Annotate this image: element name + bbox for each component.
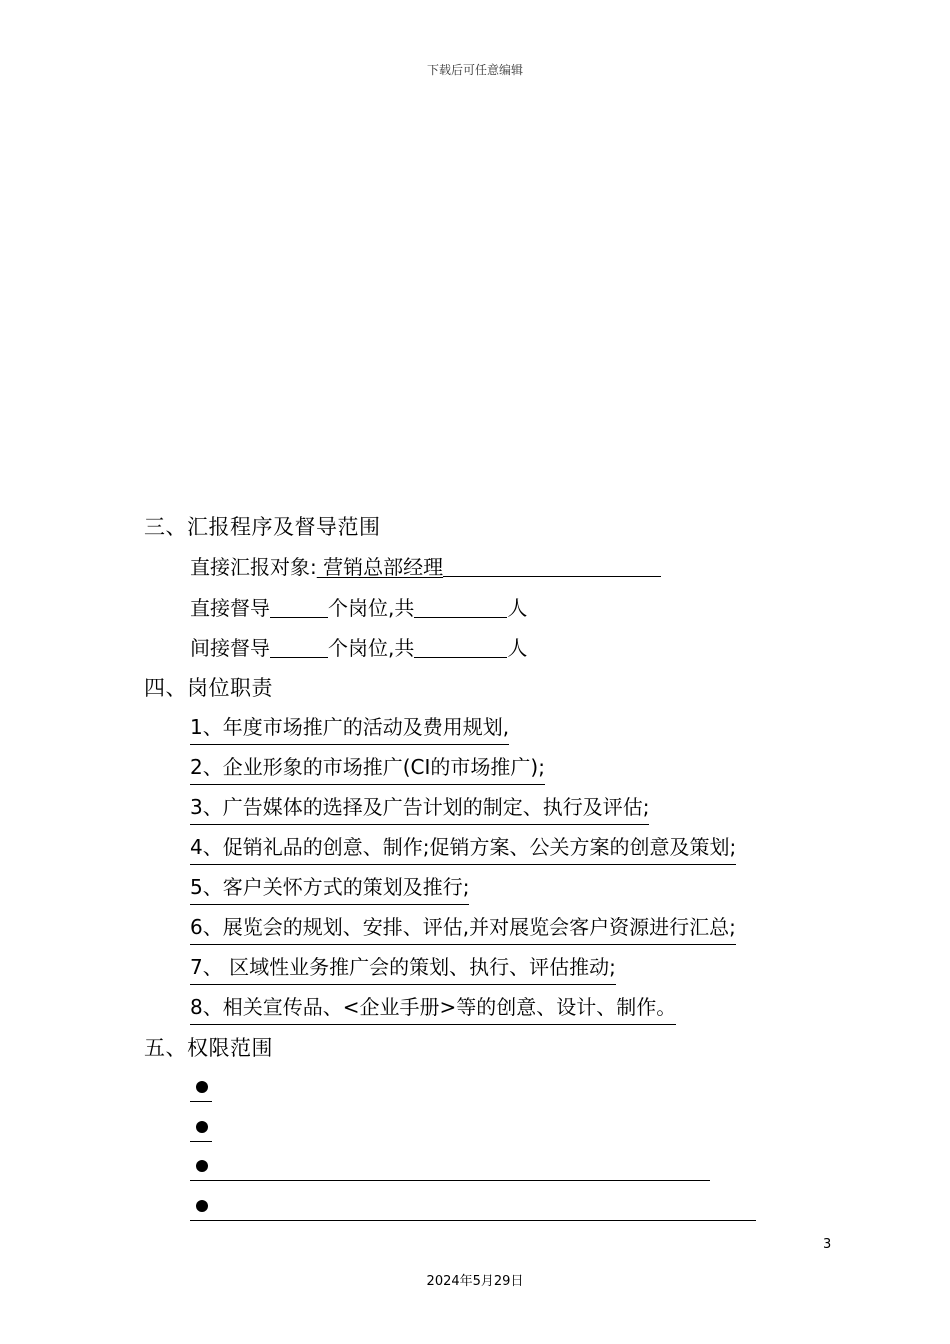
duty-item-6: 6、展览会的规划、安排、评估,并对展览会客户资源进行汇总;	[190, 913, 736, 945]
section-4-title: 四、岗位职责	[144, 676, 273, 700]
footer-date: 2024年5月29日	[426, 1274, 524, 1289]
authority-bullet-4	[190, 1194, 756, 1221]
bullet-dot-icon	[196, 1200, 208, 1212]
indirect-prefix: 间接督导	[190, 636, 270, 660]
direct-people-blank	[414, 595, 507, 618]
duty-item-4: 4、促销礼品的创意、制作;促销方案、公关方案的创意及策划;	[190, 833, 736, 865]
direct-supervision-line	[190, 594, 527, 622]
direct-suffix: 人	[507, 596, 528, 620]
duty-item-2: 2、企业形象的市场推广(CI的市场推广);	[190, 753, 545, 785]
authority-bullet-2	[190, 1115, 212, 1142]
indirect-supervision-line	[190, 634, 527, 662]
duty-item-5: 5、客户关怀方式的策划及推行;	[190, 873, 469, 905]
bullet-dot-icon	[196, 1081, 208, 1093]
direct-mid: 个岗位,共	[328, 596, 415, 620]
duty-item-3: 3、广告媒体的选择及广告计划的制定、执行及评估;	[190, 793, 649, 825]
authority-bullet-1	[190, 1075, 212, 1102]
authority-bullet-3	[190, 1154, 710, 1181]
report-blank	[443, 554, 661, 577]
report-value: 营销总部经理	[316, 555, 444, 579]
header-note: 下载后可任意编辑	[426, 63, 523, 77]
duty-item-8: 8、相关宣传品、<企业手册>等的创意、设计、制作。	[190, 993, 676, 1025]
report-line	[190, 553, 661, 581]
duty-item-1: 1、年度市场推广的活动及费用规划,	[190, 713, 509, 745]
indirect-positions-blank	[270, 635, 328, 658]
direct-positions-blank	[270, 595, 328, 618]
section-5-title: 五、权限范围	[144, 1036, 273, 1060]
indirect-suffix: 人	[507, 636, 528, 660]
bullet-dot-icon	[196, 1160, 208, 1172]
duty-item-7: 7、 区域性业务推广会的策划、执行、评估推动;	[190, 953, 616, 985]
indirect-people-blank	[414, 635, 507, 658]
section-3-title: 三、汇报程序及督导范围	[144, 515, 381, 539]
page-number: 3	[823, 1237, 832, 1252]
indirect-mid: 个岗位,共	[328, 636, 415, 660]
bullet-dot-icon	[196, 1121, 208, 1133]
report-label: 直接汇报对象:	[190, 555, 317, 579]
direct-prefix: 直接督导	[190, 596, 270, 620]
